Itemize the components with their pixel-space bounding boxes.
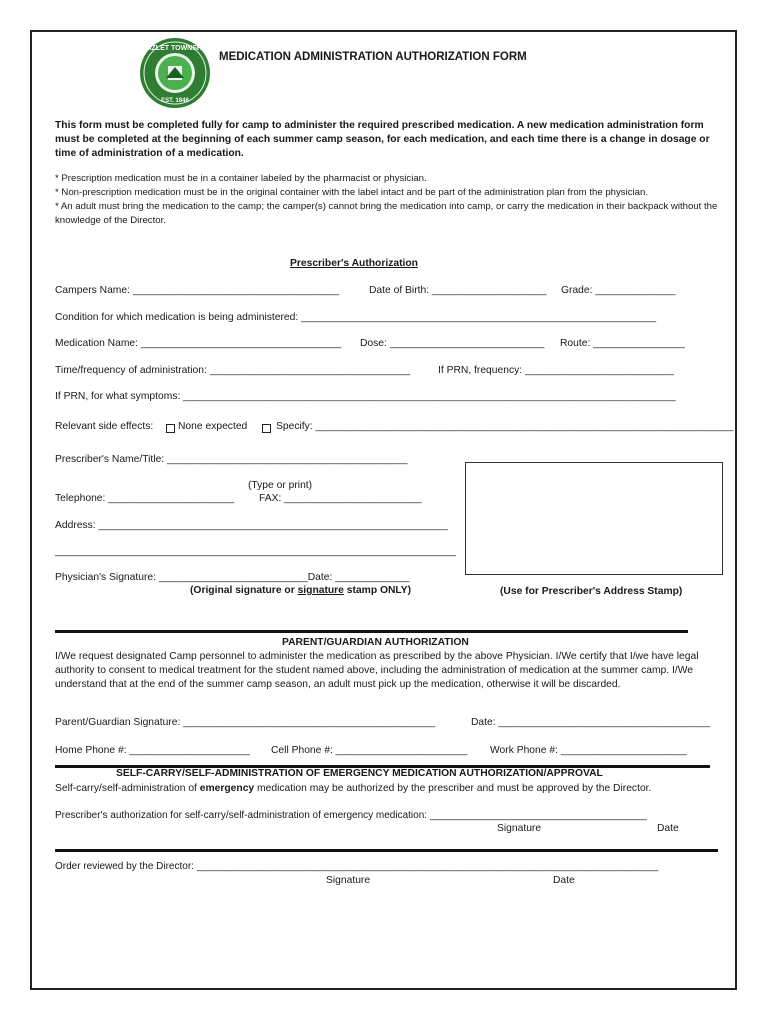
address-field[interactable]: Address: _____________________________________________________________	[55, 520, 448, 531]
address-stamp-box[interactable]	[465, 462, 723, 575]
prn-frequency-field[interactable]: If PRN, frequency: __________________________	[438, 365, 674, 376]
fax-field[interactable]: FAX: ________________________	[259, 493, 422, 504]
signature-caption: Signature	[326, 875, 371, 886]
work-phone-field[interactable]: Work Phone #: ______________________	[490, 745, 687, 756]
section-divider	[55, 630, 688, 633]
physician-signature-field[interactable]: Physician's Signature: __________________________Date: _____________	[55, 572, 410, 583]
requirements-list	[55, 172, 720, 228]
section-divider	[55, 849, 718, 852]
date-caption: Date	[553, 875, 575, 886]
cell-phone-field[interactable]: Cell Phone #: _______________________	[271, 745, 468, 756]
seal-top-text: HAZLET TOWNSHIP	[141, 45, 209, 52]
parent-guardian-statement: I/We request designated Camp personnel to administer the medication as prescribed by the above Physician. I/We certify that I/we have legal authority to consent to medical treatment for the student named above, including the administration of medication at the summer camp. I/We understand that at the end of the summer camp season, an adult must pick up the medication, otherwise it will be discarded.	[55, 651, 699, 690]
prescriber-self-carry-signature-field[interactable]: Prescriber's authorization for self-carry/self-administration of emergency medication: _______________________________________	[55, 810, 647, 821]
intro-paragraph: This form must be completed fully for camp to administer the required prescribed medication. A new medication administration form must be completed at the beginning of each summer camp season, for each medication, and each time there is a change in dosage or time of administration of a medication.	[55, 120, 710, 159]
parent-date-field[interactable]: Date: _____________________________________	[471, 717, 711, 728]
list-item: * Prescription medication must be in a container labeled by the pharmacist or physician.	[55, 173, 427, 184]
signature-caption: Signature	[497, 823, 542, 834]
telephone-field[interactable]: Telephone: ______________________	[55, 493, 235, 504]
prescriber-name-title-field[interactable]: Prescriber's Name/Title: __________________________________________	[55, 454, 408, 465]
none-expected-label: None expected	[178, 421, 248, 432]
condition-field[interactable]: Condition for which medication is being administered: ______________________________________________________________	[55, 312, 657, 323]
specify-checkbox[interactable]	[262, 424, 271, 433]
self-carry-statement: Self-carry/self-administration of emergency medication may be authorized by the prescriber and must be approved by the Director.	[55, 783, 652, 794]
parent-signature-field[interactable]: Parent/Guardian Signature: ____________________________________________	[55, 717, 436, 728]
prescriber-heading: Prescriber's Authorization	[290, 258, 418, 269]
route-field[interactable]: Route: ________________	[560, 338, 685, 349]
home-phone-field[interactable]: Home Phone #: _____________________	[55, 745, 250, 756]
type-or-print-note: (Type or print)	[248, 480, 313, 491]
date-of-birth-field[interactable]: Date of Birth: ____________________	[369, 285, 547, 296]
form-title: MEDICATION ADMINISTRATION AUTHORIZATION FORM	[219, 51, 527, 63]
director-review-signature-field[interactable]: Order reviewed by the Director: ___________________________________________________________________________________	[55, 861, 659, 872]
time-frequency-field[interactable]: Time/frequency of administration: ___________________________________	[55, 365, 411, 376]
date-caption: Date	[657, 823, 679, 834]
self-carry-heading: SELF-CARRY/SELF-ADMINISTRATION OF EMERGENCY MEDICATION AUTHORIZATION/APPROVAL	[116, 768, 603, 779]
none-expected-checkbox[interactable]	[166, 424, 175, 433]
list-item: * An adult must bring the medication to the camp; the camper(s) cannot bring the medication into camp, or carry the medication in their backpack without the knowledge of the Director.	[55, 201, 718, 226]
seal-bottom-text: EST. 1848	[161, 98, 189, 104]
original-signature-note: (Original signature or signature stamp ONLY)	[190, 585, 412, 596]
specify-field[interactable]: Specify: _________________________________________________________________________	[276, 421, 734, 432]
medication-name-field[interactable]: Medication Name: ___________________________________	[55, 338, 342, 349]
dose-field[interactable]: Dose: ___________________________	[360, 338, 545, 349]
parent-guardian-heading: PARENT/GUARDIAN AUTHORIZATION	[282, 637, 469, 648]
list-item: * Non-prescription medication must be in the original container with the label intact and be part of the administration plan from the physician.	[55, 187, 649, 198]
grade-field[interactable]: Grade: ______________	[561, 285, 676, 296]
stamp-box-caption: (Use for Prescriber's Address Stamp)	[500, 586, 683, 597]
township-seal-logo	[139, 37, 211, 109]
prn-symptoms-field[interactable]: If PRN, for what symptoms: ______________________________________________________________________________________	[55, 391, 676, 402]
campers-name-field[interactable]: Campers Name: ____________________________________	[55, 285, 339, 296]
side-effects-label: Relevant side effects:	[55, 421, 154, 432]
address-field-line-2[interactable]: ______________________________________________________________________	[55, 546, 456, 557]
